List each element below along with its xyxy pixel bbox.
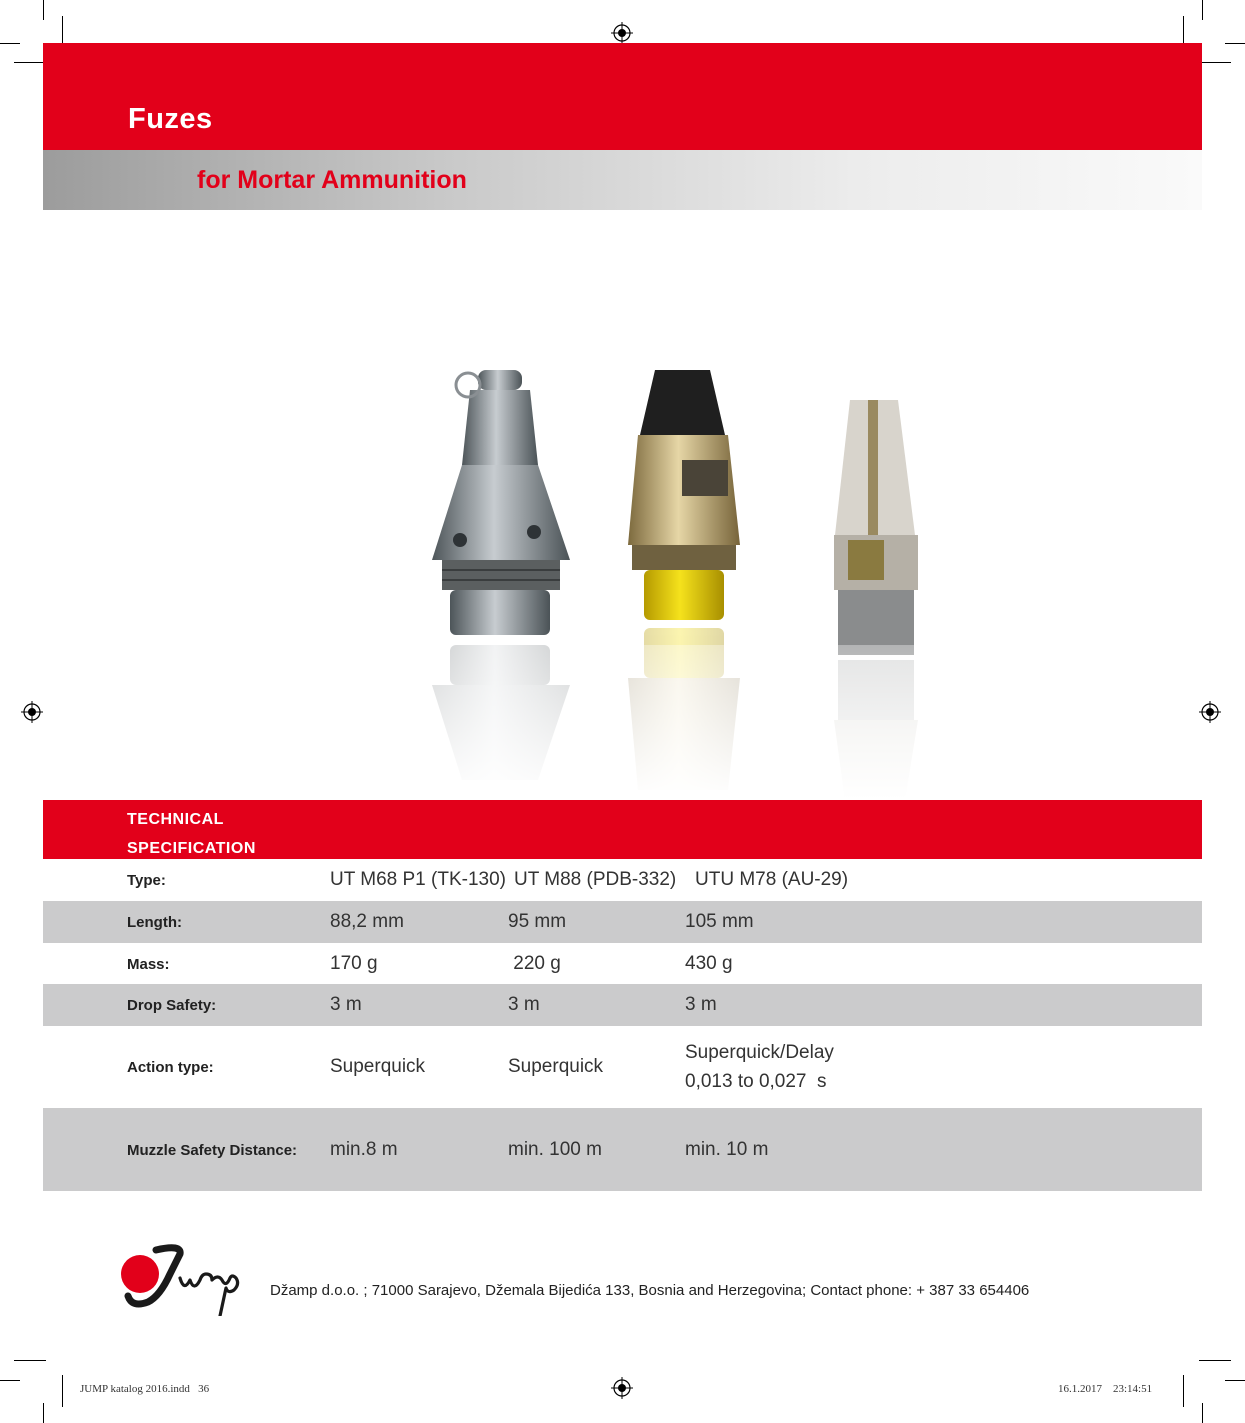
registration-mark-icon [611,22,633,44]
fuzes-product-photo [410,360,950,800]
spec-value: 170 g [330,953,378,974]
crop-mark-icon [43,0,44,20]
spec-value: 430 g [685,953,733,974]
spec-value: Superquick [508,1056,604,1077]
spec-title [127,805,256,863]
spec-value: 95 mm [508,911,567,932]
spec-row-drop-safety [43,984,1202,1026]
spec-title-line-1: TECHNICAL [127,811,224,828]
spec-value-delay: 0,013 to 0,027 s [685,1071,827,1092]
spec-value: 220 g [508,953,561,974]
spec-row-muzzle-safety [43,1108,1202,1191]
header-red-band [43,43,1202,150]
spec-label: Mass: [127,956,170,973]
spec-row-action-type [43,1026,1202,1108]
print-slug-file: JUMP katalog 2016.indd 36 [80,1383,210,1395]
spec-row-length [43,901,1202,943]
print-slug-date: 16.1.2017 23:14:51 [1058,1383,1153,1395]
crop-mark-icon [0,43,20,44]
crop-mark-icon [1199,62,1231,63]
fuze-ut-m68 [432,370,570,635]
crop-mark-icon [14,1360,46,1361]
crop-mark-icon [14,62,46,63]
spec-value: Superquick/Delay [685,1042,834,1063]
spec-label: Drop Safety: [127,997,217,1014]
crop-mark-icon [1183,1375,1184,1407]
spec-row-mass [43,943,1202,984]
crop-mark-icon [0,1380,20,1381]
crop-mark-icon [43,1403,44,1423]
page-title: Fuzes [128,103,213,135]
spec-label: Action type: [127,1059,214,1076]
registration-mark-icon [21,701,43,723]
spec-value: 88,2 mm [330,911,404,932]
crop-mark-icon [1225,1380,1245,1381]
spec-value: UT M88 (PDB-332) [514,869,677,890]
spec-value: min. 10 m [685,1139,769,1160]
footer-contact: Džamp d.o.o. ; 71000 Sarajevo, Džemala Bijedića 133, Bosnia and Herzegovina; Contact phone: + 387 33 654406 [270,1282,1030,1299]
crop-mark-icon [1199,1360,1231,1361]
fuze-utu-m78 [834,400,918,655]
spec-label: Muzzle Safety Distance: [127,1142,298,1159]
registration-mark-icon [1199,701,1221,723]
fuze-ut-m88 [628,370,740,620]
spec-value: min.8 m [330,1139,398,1160]
spec-value: 3 m [330,994,362,1015]
page-subtitle: for Mortar Ammunition [197,166,467,194]
spec-label: Length: [127,914,182,931]
crop-mark-icon [62,1375,63,1407]
spec-value: UTU M78 (AU-29) [695,869,849,890]
crop-mark-icon [1202,1403,1203,1423]
jump-logo [118,1244,258,1316]
spec-value: UT M68 P1 (TK-130) [330,869,506,890]
spec-value: 3 m [685,994,717,1015]
crop-mark-icon [1202,0,1203,20]
spec-value: 3 m [508,994,540,1015]
spec-row-type [43,859,1202,901]
spec-value: min. 100 m [508,1139,602,1160]
spec-value: 105 mm [685,911,754,932]
spec-value: Superquick [330,1056,426,1077]
spec-title-line-2: SPECIFICATION [127,840,256,857]
spec-label: Type: [127,872,166,889]
crop-mark-icon [1225,43,1245,44]
registration-mark-icon [611,1377,633,1399]
